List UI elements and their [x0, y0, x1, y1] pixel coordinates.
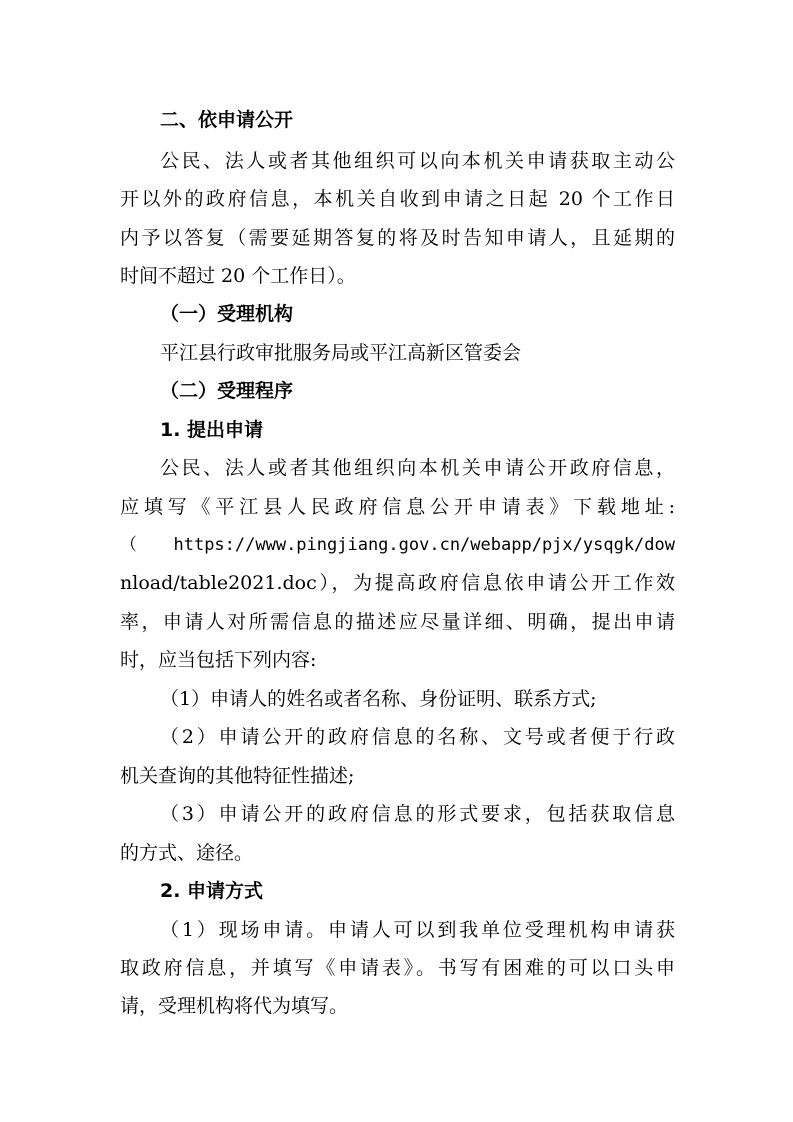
- paragraph-line: 时间不超过 20 个工作日）。: [120, 265, 356, 287]
- section-heading: 二、依申请公开: [160, 109, 294, 131]
- paragraph-line: 请，受理机构将代为填写。: [120, 995, 349, 1017]
- paragraph-line: 公民、法人或者其他组织可以向本机关申请获取主动公: [160, 150, 675, 172]
- subsection-heading: （二）受理程序: [160, 380, 294, 402]
- paragraph-line: 内予以答复（需要延期答复的将及时告知申请人，且延期的: [120, 227, 675, 249]
- list-item: 机关查询的其他特征性描述;: [120, 765, 355, 787]
- paragraph-line: 开以外的政府信息，本机关自收到申请之日起 20 个工作日: [120, 188, 675, 210]
- list-item: （1）申请人的姓名或者名称、身份证明、联系方式;: [160, 688, 597, 710]
- paragraph-line: nload/table2021.doc），为提高政府信息依申请公开工作效: [120, 572, 675, 594]
- list-item: （2）申请公开的政府信息的名称、文号或者便于行政: [160, 726, 675, 748]
- paragraph-line: 率，申请人对所需信息的描述应尽量详细、明确，提出申请: [120, 611, 675, 633]
- paragraph-line: （1）现场申请。申请人可以到我单位受理机构申请获: [160, 919, 675, 941]
- paragraph-line: 公民、法人或者其他组织向本机关申请公开政府信息，: [160, 457, 675, 479]
- list-item: （3）申请公开的政府信息的形式要求，包括获取信息: [160, 803, 675, 825]
- paragraph-line: 平江县行政审批服务局或平江高新区管委会: [160, 342, 522, 364]
- step-heading: 2. 申请方式: [160, 880, 264, 902]
- paragraph-line: 应填写《平江县人民政府信息公开申请表》下载地址:: [120, 496, 675, 518]
- paragraph-line: 取政府信息，并填写《申请表》。书写有困难的可以口头申: [120, 957, 675, 979]
- url-line: （ https://www.pingjiang.gov.cn/webapp/pjx/ysqgk/dow: [120, 535, 675, 555]
- step-heading: 1. 提出申请: [160, 419, 264, 441]
- paragraph-line: 时，应当包括下列内容:: [120, 649, 317, 671]
- subsection-heading: （一）受理机构: [160, 303, 294, 325]
- list-item: 的方式、途径。: [120, 842, 254, 864]
